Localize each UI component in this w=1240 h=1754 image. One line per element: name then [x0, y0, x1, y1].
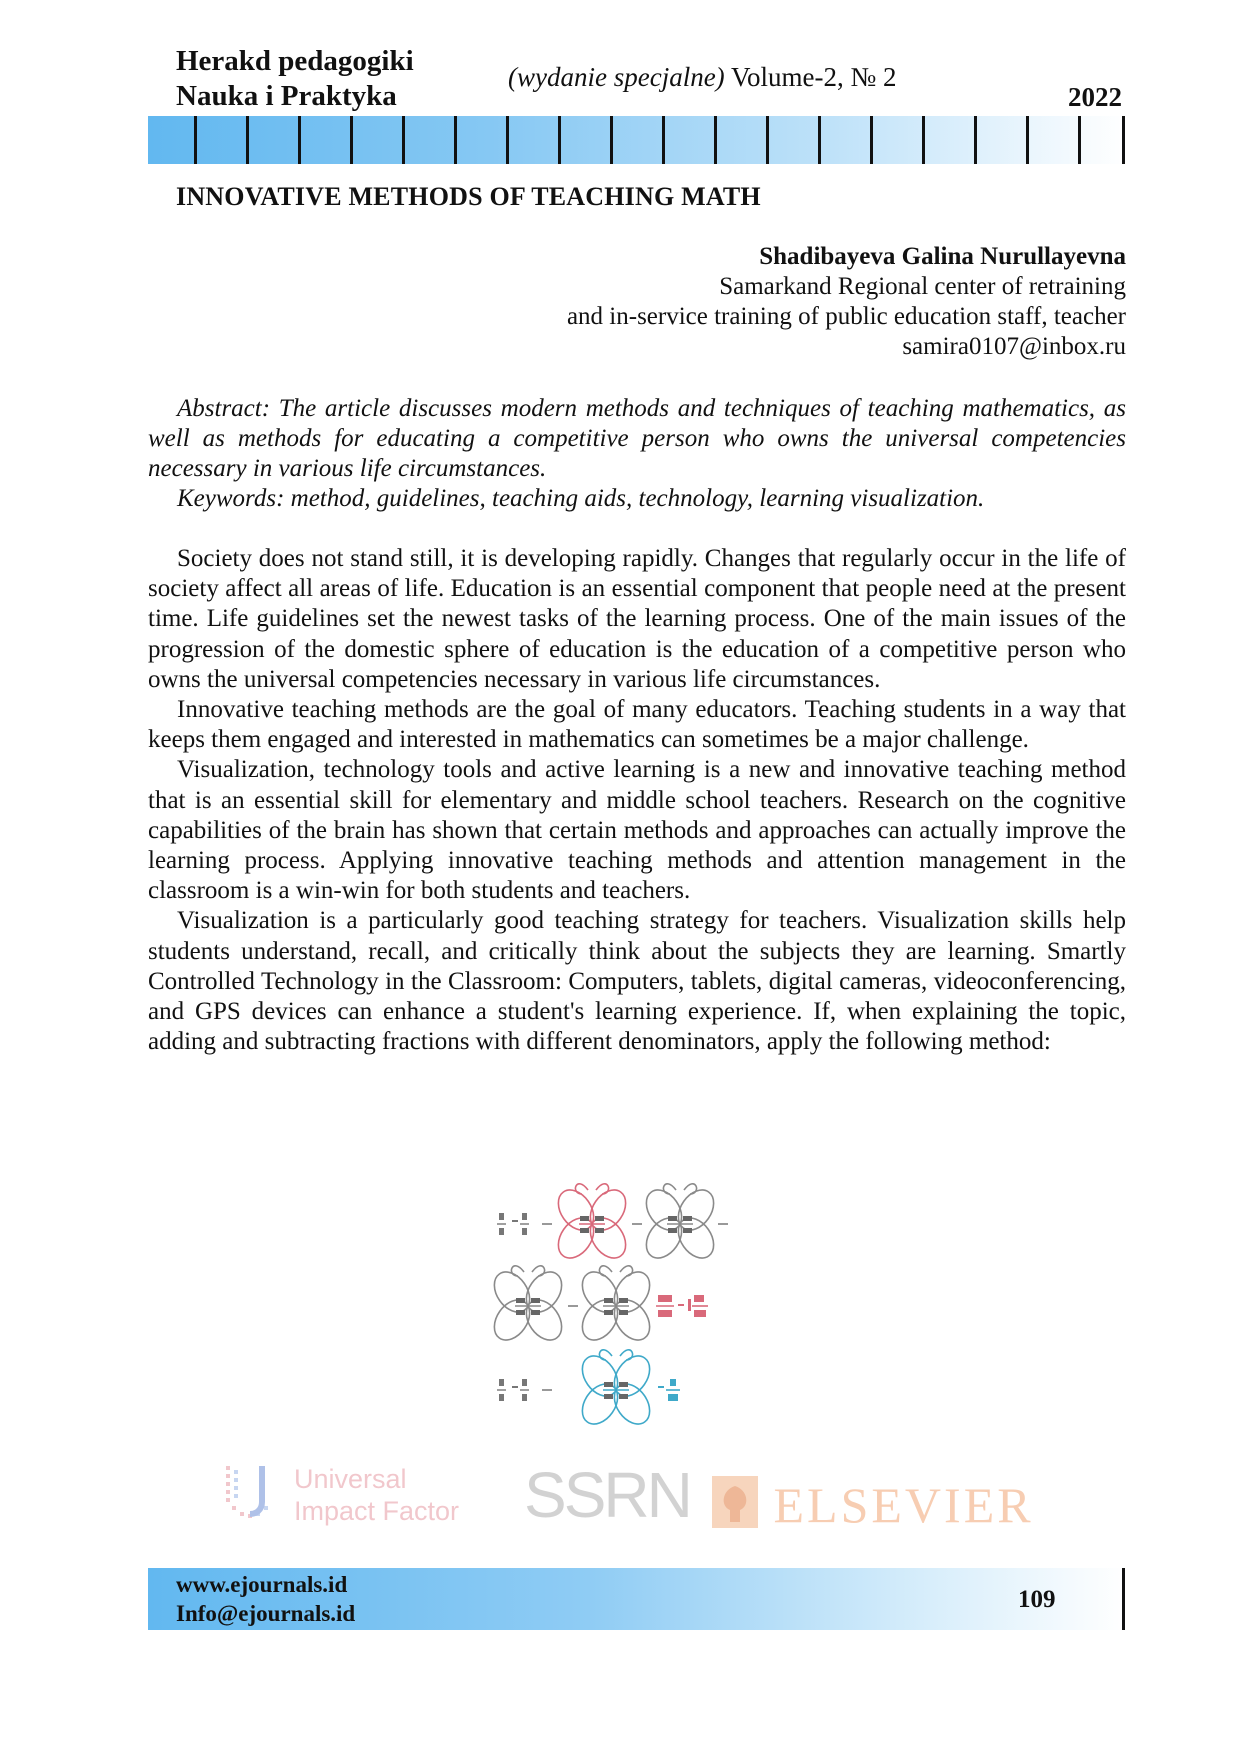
fraction-butterfly-figure: [480, 1168, 820, 1448]
header-bar-tick: [610, 116, 613, 164]
fraction-result: [658, 1379, 680, 1401]
edition-info: [508, 62, 896, 93]
publication-year: 2022: [1068, 82, 1122, 112]
article-body: [148, 544, 1126, 1057]
header-bar-tick: [402, 116, 405, 164]
universal-impact-factor-logo: [222, 1462, 492, 1530]
header-bar-tick: [454, 116, 457, 164]
header-bar-tick: [298, 116, 301, 164]
header-bar-tick: [922, 116, 925, 164]
elsevier-tree-icon: [712, 1476, 758, 1528]
footer-email-link[interactable]: Info@ejournals.id: [176, 1601, 356, 1626]
header-bar-tick: [350, 116, 353, 164]
article-title: INNOVATIVE METHODS OF TEACHING MATH: [176, 182, 761, 211]
header-bar-tick: [246, 116, 249, 164]
abstract-block: [148, 394, 1126, 514]
author-email: samira0107@inbox.ru: [902, 333, 1126, 360]
footer-contacts: [176, 1570, 355, 1628]
header-bar-tick: [1026, 116, 1029, 164]
journal-name-line2: Nauka i Praktyka: [176, 80, 397, 112]
author-affiliation-line2: and in-service training of public education staff, teacher: [566, 303, 1126, 330]
body-paragraph: Innovative teaching methods are the goal of many educators. Teaching students in a way that keeps them engaged and interested in mathematics can sometimes be a major challenge.: [148, 696, 1126, 754]
uif-wordmark-line2: Impact Factor: [294, 1496, 460, 1526]
header-bar-tick: [818, 116, 821, 164]
butterfly-diagram: [575, 1349, 657, 1430]
footer-bar-tick: [1122, 1568, 1125, 1630]
fraction-result: [656, 1295, 708, 1317]
butterfly-diagram: [639, 1183, 721, 1264]
fraction-expression: [497, 1213, 529, 1235]
ssrn-logo: SSRN: [524, 1459, 690, 1531]
keywords-text: Keywords: method, guidelines, teaching aids, technology, learning visualization.: [177, 485, 985, 512]
butterfly-diagram: [575, 1265, 657, 1346]
body-paragraph: Society does not stand still, it is developing rapidly. Changes that regularly occur in the life of society affect all areas of life. Education is an essential component that people need at the present time. Life guidelines set the newest tasks of the learning process. One of the main issues of the progression of the domestic sphere of education is the education of a competitive person who owns the universal competencies necessary in various life circumstances.: [148, 545, 1126, 693]
edition-label: (wydanie specjalne): [508, 62, 725, 92]
author-block: [567, 242, 1126, 362]
header-decorative-bar: [148, 116, 1126, 164]
butterfly-diagram: [551, 1183, 633, 1264]
header-bar-tick: [558, 116, 561, 164]
journal-name: [176, 44, 414, 114]
header-bar-tick: [194, 116, 197, 164]
author-affiliation-line1: Samarkand Regional center of retraining: [719, 273, 1126, 300]
uif-wordmark-line1: Universal: [294, 1464, 407, 1494]
author-name: Shadibayeva Galina Nurullayevna: [759, 243, 1126, 270]
footer-website-link[interactable]: www.ejournals.id: [176, 1572, 348, 1597]
header-bar-tick: [506, 116, 509, 164]
header-bar-tick: [1078, 116, 1081, 164]
butterfly-diagram: [487, 1265, 569, 1346]
elsevier-wordmark: ELSEVIER: [773, 1477, 1034, 1533]
fraction-expression: [497, 1379, 529, 1401]
header-bar-tick: [974, 116, 977, 164]
abstract-text: Abstract: The article discusses modern methods and techniques of teaching mathematics, as well as methods for educating a competitive person who owns the universal competencies necessary in various life circumstances.: [148, 395, 1126, 482]
journal-name-line1: Herakd pedagogiki: [176, 45, 414, 77]
body-paragraph: Visualization, technology tools and active learning is a new and innovative teaching method that is an essential skill for elementary and middle school teachers. Research on the cognitive capabilities of the brain has shown that certain methods and approaches can actually improve the learning process. Applying innovative teaching methods and attention management in the classroom is a win-win for both students and teachers.: [148, 756, 1126, 905]
header-bar-tick: [766, 116, 769, 164]
header-bar-tick: [870, 116, 873, 164]
body-paragraph: Visualization is a particularly good teaching strategy for teachers. Visualization skills help students understand, recall, and critically think about the subjects they are learning. Smartly Controlled Technology in the Classroom: Computers, tablets, digital cameras, videoconferencing, and GPS devices can enhance a student's learning experience. If, when explaining the topic, adding and subtracting fractions with different denominators, apply the following method:: [148, 907, 1126, 1056]
page-number: 109: [1018, 1586, 1056, 1613]
header-bar-tick: [662, 116, 665, 164]
volume-label: Volume-2, № 2: [730, 62, 897, 92]
header-bar-tick: [714, 116, 717, 164]
uif-emblem-icon: [222, 1462, 284, 1528]
elsevier-logo: [712, 1476, 1034, 1534]
header-bar-tick: [1122, 116, 1125, 164]
